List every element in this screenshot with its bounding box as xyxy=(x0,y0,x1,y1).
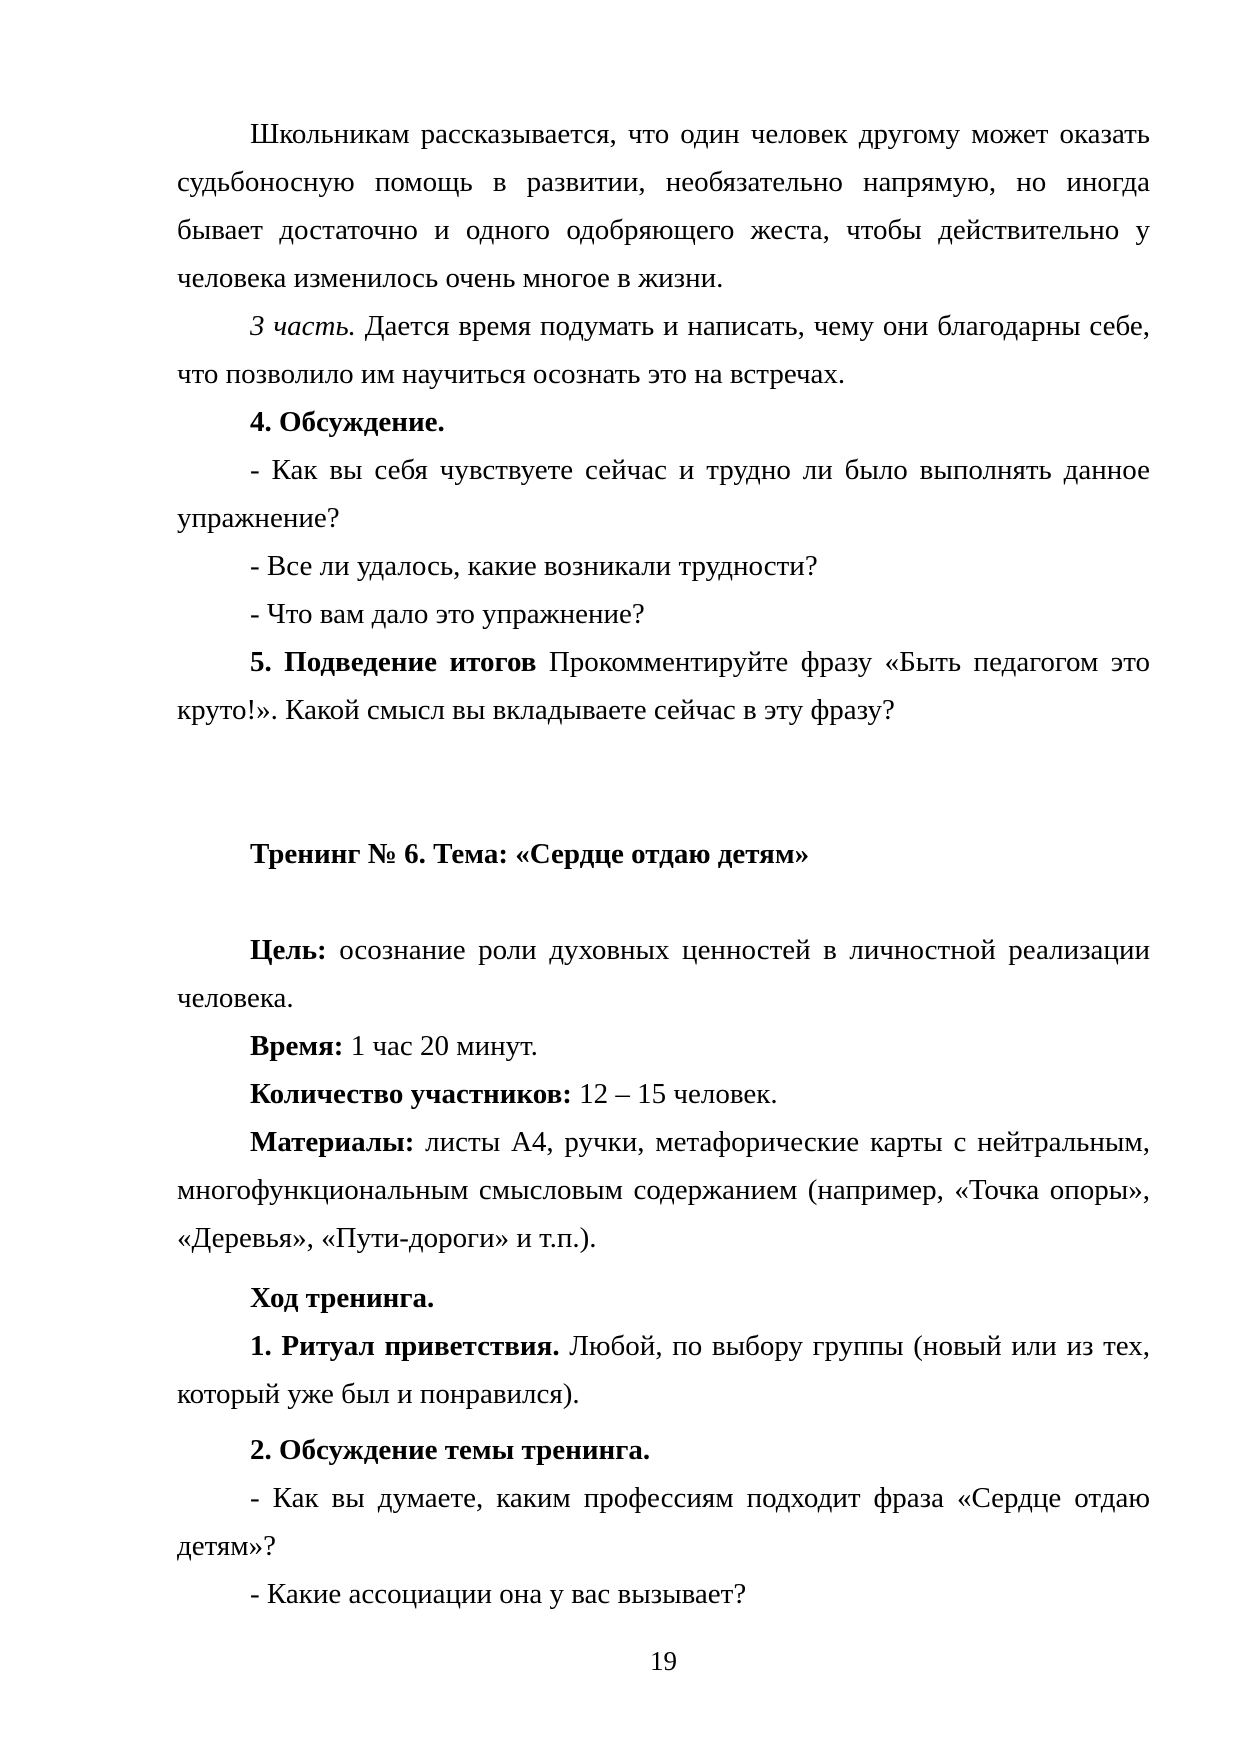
topic-question-2: - Какие ассоциации она у вас вызывает? xyxy=(250,1578,747,1610)
goal-text: осознание роли духовных ценностей в личностной реализации человека. xyxy=(177,934,1150,1014)
topic-heading: 2. Обсуждение темы тренинга. xyxy=(250,1434,651,1466)
paragraph-part3 xyxy=(177,302,1150,398)
paragraph-time xyxy=(177,1022,1150,1070)
paragraph-intro: Школьникам рассказывается, что один человек другому может оказать судьбоносную помощь в развитии, необязательно напрямую, но иногда бывает достаточно и одного одобряющего жеста, чтобы действительно у человека изменилось очень многое в жизни. xyxy=(177,118,1150,294)
discussion-question-2: - Все ли удалось, какие возникали трудности? xyxy=(250,550,818,582)
paragraph-goal xyxy=(177,926,1150,1022)
ritual-text: Любой, по выбору группы (новый или из тех, который уже был и понравился). xyxy=(177,1330,1150,1410)
paragraph-materials xyxy=(177,1118,1150,1262)
summary-text: Прокомментируйте фразу «Быть педагогом это круто!». Какой смысл вы вкладываете сейчас в эту фразу? xyxy=(177,646,1150,726)
document-body xyxy=(177,110,1150,1618)
blank-lines xyxy=(177,734,1150,830)
topic-question-1: - Как вы думаете, каким профессиям подходит фраза «Сердце отдаю детям»? xyxy=(177,1482,1150,1562)
training-title: Тренинг № 6. Тема: «Сердце отдаю детям» xyxy=(250,838,810,870)
discussion-heading: 4. Обсуждение. xyxy=(250,406,445,438)
materials-text: листы А4, ручки, метафорические карты с нейтральным, многофункциональным смысловым содержанием (например, «Точка опоры», «Деревья», «Пути-дороги» и т.п.). xyxy=(177,1126,1150,1254)
part3-label: 3 часть. xyxy=(250,310,356,342)
paragraph-participants xyxy=(177,1070,1150,1118)
summary-label: 5. Подведение итогов xyxy=(250,646,537,678)
paragraph-summary xyxy=(177,638,1150,734)
materials-label: Материалы: xyxy=(250,1126,415,1158)
goal-label: Цель: xyxy=(250,934,327,966)
ritual-label: 1. Ритуал приветствия. xyxy=(250,1330,560,1362)
participants-label: Количество участников: xyxy=(250,1078,572,1110)
discussion-question-3: - Что вам дало это упражнение? xyxy=(250,598,645,630)
discussion-question-1: - Как вы себя чувствуете сейчас и трудно ли было выполнять данное упражнение? xyxy=(177,454,1150,534)
time-label: Время: xyxy=(250,1030,344,1062)
page-number: 19 xyxy=(650,1646,677,1676)
participants-text: 12 – 15 человек. xyxy=(571,1078,778,1110)
part3-text: Дается время подумать и написать, чему они благодарны себе, что позволило им научиться осознать это на встречах. xyxy=(177,310,1150,390)
time-text: 1 час 20 минут. xyxy=(343,1030,538,1062)
course-heading: Ход тренинга. xyxy=(250,1282,435,1314)
paragraph-ritual xyxy=(177,1322,1150,1418)
blank-line xyxy=(177,878,1150,926)
